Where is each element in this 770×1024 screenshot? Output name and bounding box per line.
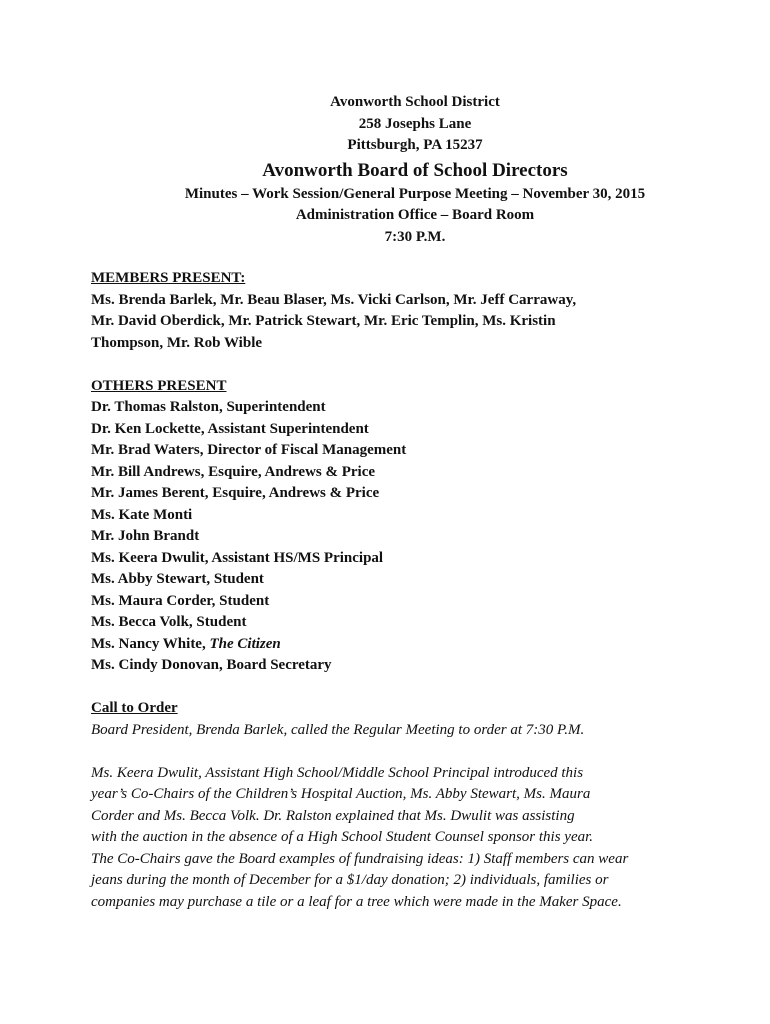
attendee-line: Dr. Thomas Ralston, Superintendent — [91, 399, 326, 415]
district-street: 258 Josephs Lane — [358, 115, 472, 132]
paragraph-line: Ms. Keera Dwulit, Assistant High School/Middle School Principal introduced this — [91, 764, 584, 781]
call-to-order-text: Board President, Brenda Barlek, called the Regular Meeting to order at 7:30 P.M. — [91, 721, 585, 738]
meeting-time: 7:30 P.M. — [384, 228, 446, 245]
meeting-location: Administration Office – Board Room — [295, 207, 535, 223]
attendee-line: Ms. Abby Stewart, Student — [91, 571, 264, 587]
board-title: Avonworth Board of School Directors — [262, 159, 568, 181]
paragraph-line: with the auction in the absence of a High School Student Counsel sponsor this year. — [91, 829, 594, 845]
attendee-line: Ms. Keera Dwulit, Assistant HS/MS Principal — [91, 549, 384, 566]
district-name: Avonworth School District — [330, 94, 500, 110]
minutes-body — [91, 268, 731, 913]
members-heading: MEMBERS PRESENT: — [91, 270, 246, 286]
attendee-name: Ms. Nancy White, — [91, 635, 210, 652]
members-line: Mr. David Oberdick, Mr. Patrick Stewart, Mr. Eric Templin, Ms. Kristin — [91, 313, 556, 329]
paragraph-line: year’s Co-Chairs of the Children’s Hospital Auction, Ms. Abby Stewart, Ms. Maura — [91, 786, 591, 802]
members-line: Thompson, Mr. Rob Wible — [91, 334, 263, 351]
paragraph-line: companies may purchase a tile or a leaf for a tree which were made in the Maker Space. — [91, 893, 622, 910]
attendee-line: Mr. Brad Waters, Director of Fiscal Management — [91, 442, 407, 458]
attendee-line: Dr. Ken Lockette, Assistant Superintendent — [91, 420, 369, 437]
members-line: Ms. Brenda Barlek, Mr. Beau Blaser, Ms. Vicki Carlson, Mr. Jeff Carraway, — [91, 291, 577, 308]
district-city: Pittsburgh, PA 15237 — [347, 137, 483, 153]
meeting-title: Minutes – Work Session/General Purpose Meeting – November 30, 2015 — [184, 185, 646, 202]
attendee-line-white — [91, 634, 731, 656]
attendee-line: Ms. Kate Monti — [91, 506, 193, 523]
attendee-line: Mr. James Berent, Esquire, Andrews & Price — [91, 485, 380, 501]
others-heading: OTHERS PRESENT — [91, 377, 227, 394]
attendee-line: Mr. Bill Andrews, Esquire, Andrews & Price — [91, 463, 376, 480]
paragraph-line: The Co-Chairs gave the Board examples of fundraising ideas: 1) Staff members can wear — [91, 850, 629, 867]
paragraph-line: Corder and Ms. Becca Volk. Dr. Ralston explained that Ms. Dwulit was assisting — [91, 807, 575, 824]
attendee-line: Mr. John Brandt — [91, 528, 200, 544]
attendee-line: Ms. Maura Corder, Student — [91, 592, 270, 609]
call-to-order-heading: Call to Order — [91, 700, 178, 716]
paragraph-line: jeans during the month of December for a $1/day donation; 2) individuals, families or — [91, 872, 609, 888]
attendee-line: Ms. Becca Volk, Student — [91, 614, 247, 630]
attendee-line: Ms. Cindy Donovan, Board Secretary — [91, 657, 332, 673]
letterhead — [0, 92, 770, 248]
publication-name: The Citizen — [209, 635, 281, 652]
